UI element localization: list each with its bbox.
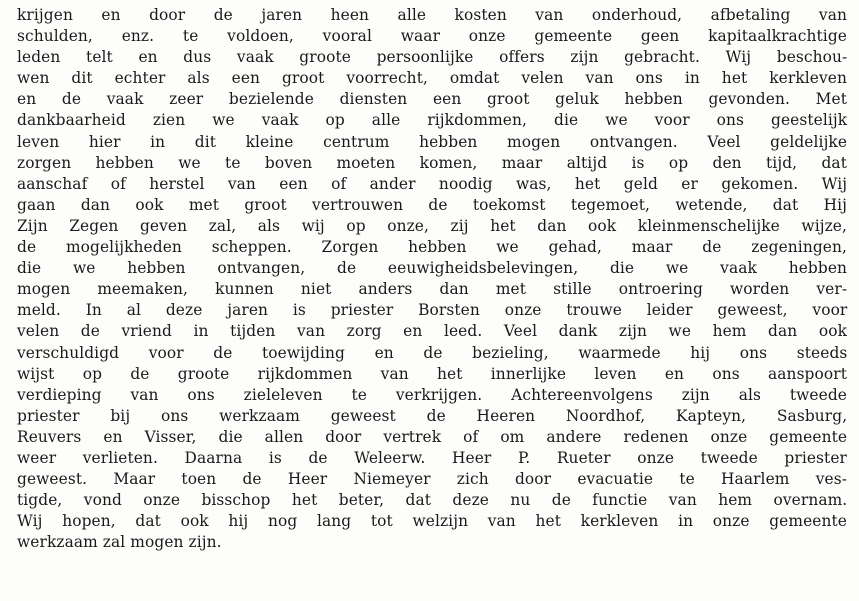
text-line: dankbaarheid zien we vaak op alle rijkdommen, die we voor ons geestelijk <box>17 111 848 130</box>
body-text <box>17 5 847 553</box>
text-line: en de vaak zeer bezielende diensten een groot geluk hebben gevonden. Met <box>17 90 847 109</box>
text-line: tigde, vond onze bisschop het beter, dat deze nu de functie van hem overnam. <box>17 491 848 510</box>
text-line: velen de vriend in tijden van zorg en leed. Veel dank zijn we hem dan ook <box>17 322 847 341</box>
text-line: Zijn Zegen geven zal, als wij op onze, zij het dan ook kleinmenschelijke wijze, <box>17 216 847 235</box>
text-line: wijst op de groote rijkdommen van het innerlijke leven en ons aanspoort <box>17 364 847 383</box>
text-line: aanschaf of herstel van een of ander noodig was, het geld er gekomen. Wij <box>17 174 848 193</box>
text-line: Wij hopen, dat ook hij nog lang tot welzijn van het kerkleven in onze gemeente <box>17 512 847 531</box>
text-line: gaan dan ook met groot vertrouwen de toekomst tegemoet, wetende, dat Hij <box>17 195 847 214</box>
text-line: krijgen en door de jaren heen alle kosten van onderhoud, afbetaling van <box>17 6 847 24</box>
text-line: verschuldigd voor de toewijding en de bezieling, waarmede hij ons steeds <box>17 343 848 362</box>
text-line: schulden, enz. te voldoen, vooral waar onze gemeente geen kapitaalkrachtige <box>17 27 847 46</box>
text-line: die we hebben ontvangen, de eeuwigheidsbelevingen, die we vaak hebben <box>17 259 848 278</box>
text-line: verdieping van ons zieleleven te verkrijgen. Achtereenvolgens zijn als tweede <box>17 385 848 404</box>
text-line: meld. In al deze jaren is priester Borsten onze trouwe leider geweest, voor <box>17 301 848 320</box>
text-line: weer verlieten. Daarna is de Weleerw. Heer P. Rueter onze tweede priester <box>17 448 847 467</box>
text-line: leden telt en dus vaak groote persoonlijke offers zijn gebracht. Wij beschou- <box>17 48 848 67</box>
text-line: wen dit echter als een groot voorrecht, omdat velen van ons in het kerkleven <box>17 69 847 88</box>
text-line: Reuvers en Visser, die allen door vertrek of om andere redenen onze gemeente <box>17 427 848 446</box>
text-line: geweest. Maar toen de Heer Niemeyer zich door evacuatie te Haarlem ves- <box>17 470 847 489</box>
text-line: zorgen hebben we te boven moeten komen, maar altijd is op den tijd, dat <box>17 153 847 172</box>
text-line: werkzaam zal mogen zijn. <box>17 533 222 552</box>
text-line: de mogelijkheden scheppen. Zorgen hebben we gehad, maar de zegeningen, <box>17 238 847 257</box>
text-line: mogen meemaken, kunnen niet anders dan met stille ontroering worden ver- <box>17 280 848 299</box>
text-line: leven hier in dit kleine centrum hebben mogen ontvangen. Veel geldelijke <box>17 132 848 151</box>
text-line: priester bij ons werkzaam geweest de Heeren Noordhof, Kapteyn, Sasburg, <box>17 406 848 425</box>
